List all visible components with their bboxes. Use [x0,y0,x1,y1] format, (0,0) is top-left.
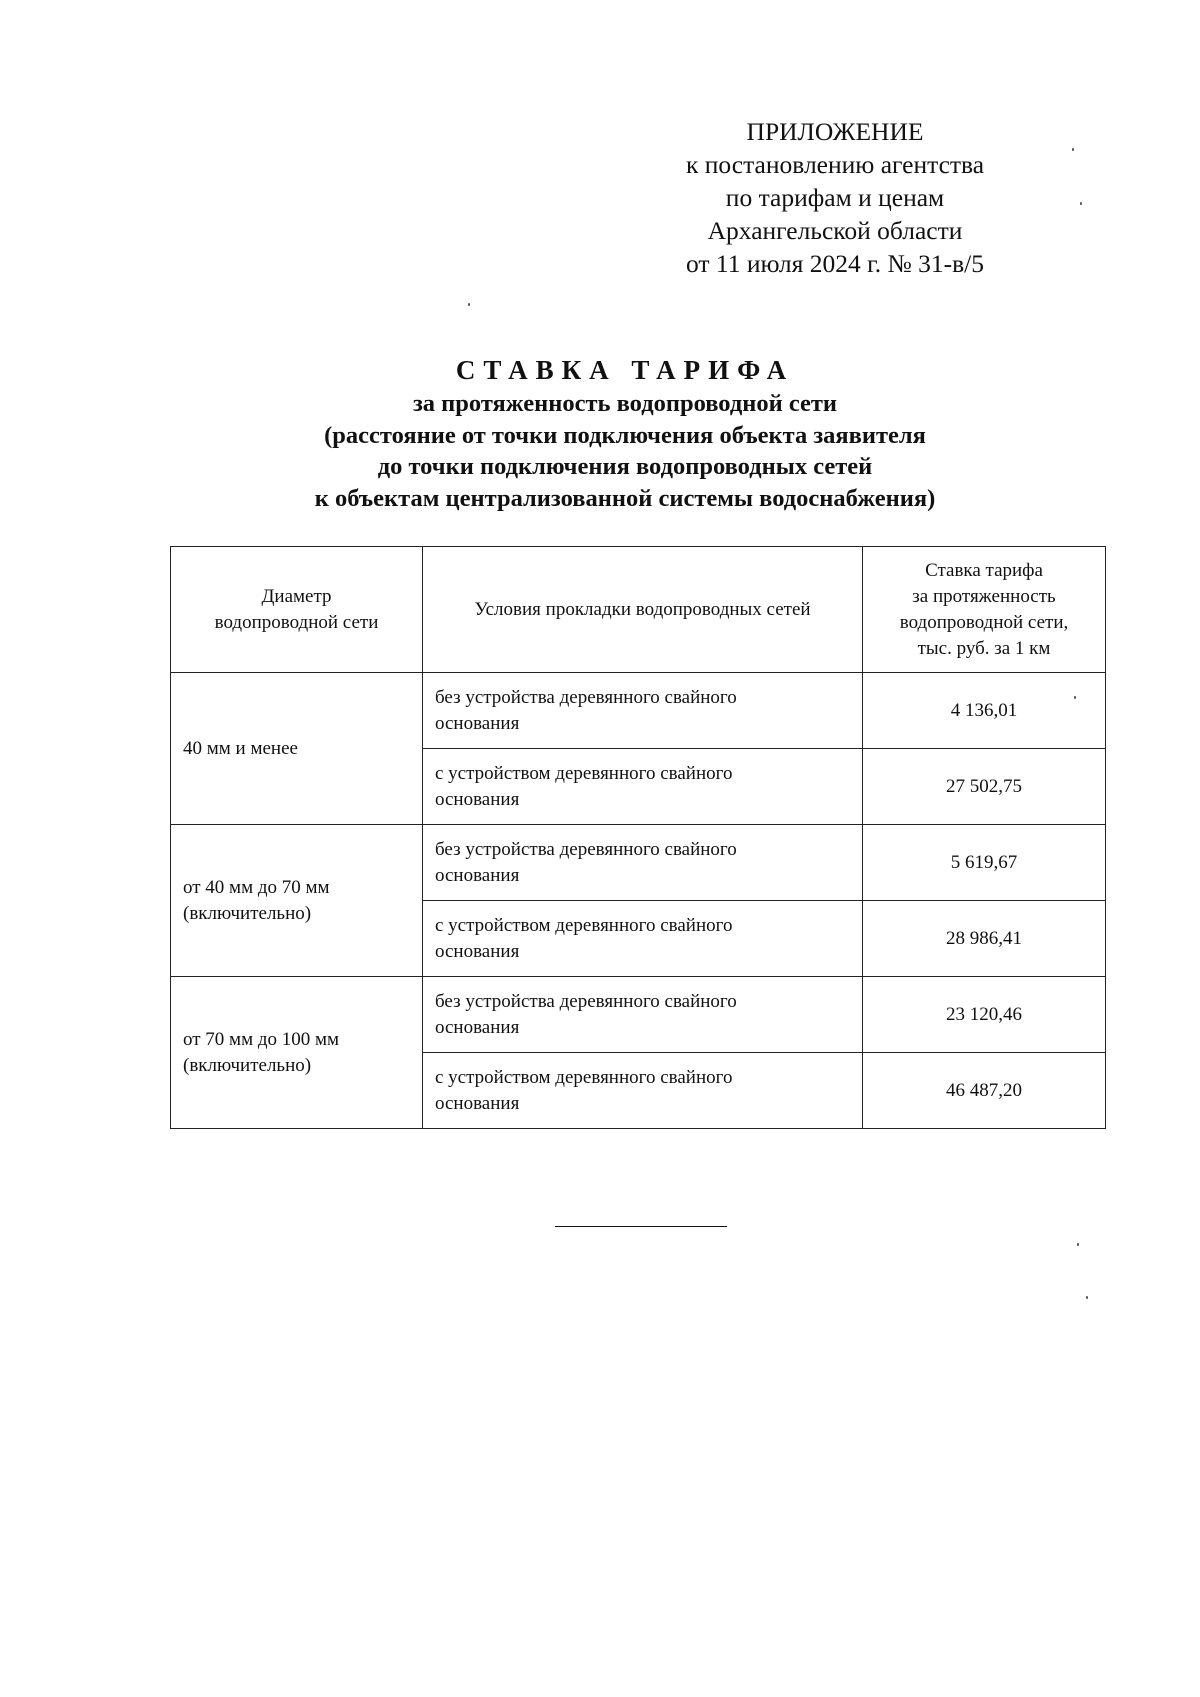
table-row [171,977,1106,1053]
table-row [171,673,1106,749]
rate-cell: 5 619,67 [863,825,1106,901]
diameter-cell: 40 мм и менее [171,673,423,825]
title-line: (расстояние от точки подключения объекта заявителя [324,421,926,449]
scan-speck [1086,1296,1088,1299]
condition-cell: с устройством деревянного свайного основания [423,1053,863,1129]
appendix-line: к постановлению агентства [685,150,985,179]
title-line: к объектам централизованной системы водоснабжения) [314,484,936,512]
title-line: за протяженность водопроводной сети [412,390,838,417]
condition-cell: с устройством деревянного свайного основания [423,901,863,977]
title-main: СТАВКА ТАРИФА [455,355,795,385]
document-title [150,352,1100,514]
tariff-table [170,546,1106,1129]
scan-speck [1074,696,1076,699]
appendix-date-number: от 11 июля 2024 г. № 31-в/5 [685,249,985,278]
appendix-line: Архангельской области [707,216,963,245]
rate-cell: 46 487,20 [863,1053,1106,1129]
appendix-line: по тарифам и ценам [725,183,945,212]
appendix-block [640,115,1030,280]
header-conditions: Условия прокладки водопроводных сетей [423,547,863,673]
rate-cell: 27 502,75 [863,749,1106,825]
condition-cell: с устройством деревянного свайного основания [423,749,863,825]
rate-cell: 23 120,46 [863,977,1106,1053]
scan-speck [1072,148,1074,151]
scan-speck [468,303,470,306]
condition-cell: без устройства деревянного свайного основания [423,673,863,749]
end-divider [555,1226,727,1227]
diameter-cell: от 40 мм до 70 мм (включительно) [171,825,423,977]
rate-cell: 28 986,41 [863,901,1106,977]
appendix-heading: ПРИЛОЖЕНИЕ [746,117,924,146]
scan-speck [1077,1243,1079,1246]
table-header-row [171,547,1106,673]
header-rate: Ставка тарифа за протяженность водопроводной сети, тыс. руб. за 1 км [863,547,1106,673]
condition-cell: без устройства деревянного свайного основания [423,825,863,901]
scan-speck [1080,202,1082,205]
condition-cell: без устройства деревянного свайного основания [423,977,863,1053]
rate-cell: 4 136,01 [863,673,1106,749]
title-line: до точки подключения водопроводных сетей [377,453,873,480]
header-diameter: Диаметр водопроводной сети [171,547,423,673]
diameter-cell: от 70 мм до 100 мм (включительно) [171,977,423,1129]
table-row [171,825,1106,901]
